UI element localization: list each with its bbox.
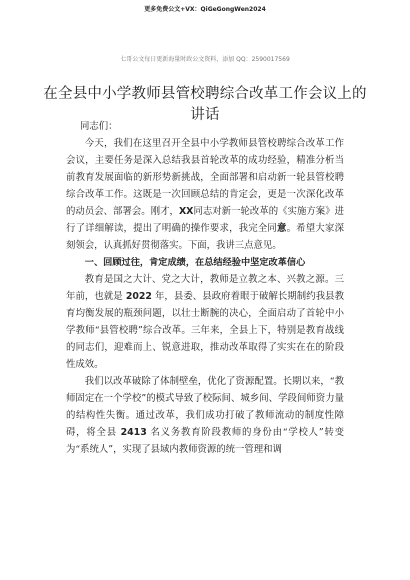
- header-promo-line: 更多免费公文+VX：QiGeGongWen2024: [144, 6, 266, 13]
- year-value: 2022: [125, 291, 152, 302]
- document-title: 在全县中小学教师县管校聘综合改革工作会议上的讲话: [43, 85, 367, 123]
- paragraph-2-text-1: 我们以改革破除了体制壁垒，优化了资源配置。长期以来，“教师固定在一个学校”的模式导致了校际间、城乡间、学段间师资力量的结构性失衡。通过改革，我们成功打破了教师流动的制度性障碍，将全县: [66, 376, 344, 438]
- intro-text-1: 今天，我们在这里召开全县中小学教师县管校聘综合改革工作会议，主要任务是深入总结我县首轮改革的成功经验，精准分析当前教育发展面临的新形势新挑战，全面部署和启动新一轮县管校聘综合改革工作。这既是一次回顾总结的肯定会，更是一次深化改革的动员会、部署会。刚才，: [66, 138, 344, 217]
- paragraph-1-text-1: 教育是国之大计、党之大计，教师是立教之本、兴教之源。三年前，也就是: [66, 274, 344, 302]
- paragraph-2-text-2: 名义务教育阶段教师的身份由“学校人”转变为“系统人”，实现了县域内教师资源的统一管理和调: [66, 427, 344, 455]
- paragraph-1-text-2: 年，县委、县政府着眼于破解长期制约我县教育均衡发展的瓶颈问题，以壮士断腕的决心，全面启动了首轮中小学教师“县管校聘”综合改革。三年来，全县上下，特别是教育战线的同志们，迎难而上、锐意进取，推动改革取得了实实在在的阶段性成效。: [66, 291, 345, 370]
- header-source-line: 七哥公文每日更新海量时政公文资料，添加 QQ：2590017569: [120, 56, 290, 63]
- paragraph-1: [66, 271, 344, 373]
- intro-emphasis: 意: [277, 223, 287, 234]
- paragraph-2: [66, 373, 344, 458]
- teacher-count-value: 2413: [120, 427, 147, 438]
- intro-paragraph: [66, 135, 344, 254]
- page-header: [0, 6, 410, 63]
- salutation: 同志们：: [80, 121, 118, 132]
- section-heading-1: 一、回顾过往，肯定成绩，在总结经验中坚定改革信心: [84, 257, 306, 268]
- intro-text-2: 同志对新一轮改革的《实施方案》进行了详细解读，提出了明确的操作要求，我完全同: [66, 206, 344, 234]
- document-body: [66, 118, 344, 458]
- speaker-placeholder: XX: [178, 206, 194, 217]
- intro-text-3: 。希望大家深刻领会，认真抓好贯彻落实。下面，我讲三点意见。: [66, 223, 344, 251]
